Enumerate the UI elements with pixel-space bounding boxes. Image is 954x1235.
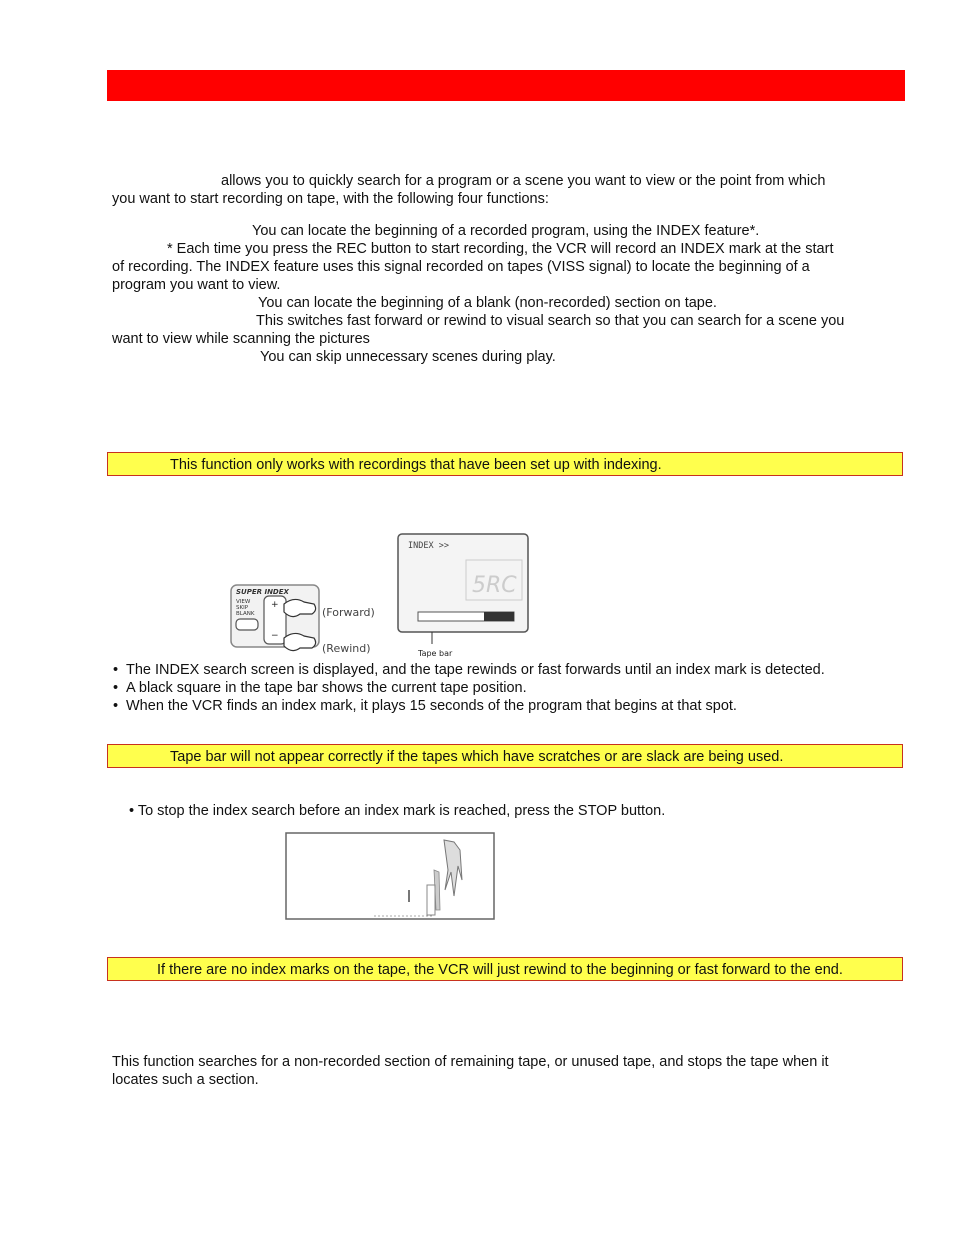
screen-title: INDEX >> bbox=[408, 541, 449, 551]
intro-line-1: allows you to quickly search for a program or a scene you want to view or the point from which bbox=[221, 173, 826, 189]
rewind-label: (Rewind) bbox=[322, 642, 371, 655]
blank-search-line-1: This function searches for a non-recorded section of remaining tape, or unused tape, and stops the tape when it bbox=[112, 1054, 829, 1070]
panel-title: SUPER INDEX bbox=[236, 588, 289, 596]
skip-function-text: You can skip unnecessary scenes during play. bbox=[260, 349, 556, 365]
minus-label: − bbox=[271, 631, 279, 641]
plus-label: + bbox=[271, 600, 279, 610]
view-function-line-2: want to view while scanning the pictures bbox=[112, 331, 370, 347]
footnote-line-1: * Each time you press the REC button to start recording, the VCR will record an INDEX mark at the start bbox=[167, 241, 834, 257]
note-box-indexing bbox=[107, 452, 903, 476]
tape-bar-label: Tape bar bbox=[418, 649, 453, 658]
view-skip-blank-button[interactable] bbox=[236, 619, 258, 630]
note-box-tape-bar bbox=[107, 744, 903, 768]
footnote-line-2: of recording. The INDEX feature uses this signal recorded on tapes (VISS signal) to locate the beginning of a bbox=[112, 259, 810, 275]
blank-search-line-2: locates such a section. bbox=[112, 1072, 259, 1088]
note-text: If there are no index marks on the tape, the VCR will just rewind to the beginning or fast forward to the end. bbox=[157, 962, 843, 978]
index-function-text: You can locate the beginning of a recorded program, using the INDEX feature*. bbox=[252, 223, 760, 239]
footnote-line-3: program you want to view. bbox=[112, 277, 281, 293]
note-box-no-index bbox=[107, 957, 903, 981]
super-index-panel-illustration bbox=[228, 582, 388, 660]
forward-label: (Forward) bbox=[322, 606, 375, 619]
note-text: This function only works with recordings that have been set up with indexing. bbox=[170, 457, 662, 473]
section-header-bar bbox=[107, 70, 905, 101]
blank-function-text: You can locate the beginning of a blank (non-recorded) section on tape. bbox=[258, 295, 717, 311]
view-function-line-1: This switches fast forward or rewind to visual search so that you can search for a scene you bbox=[256, 313, 845, 329]
note-text: Tape bar will not appear correctly if the tapes which have scratches or are slack are being used. bbox=[170, 749, 784, 765]
intro-line-2: you want to start recording on tape, with the following four functions: bbox=[112, 191, 549, 207]
screen-digits: 5RC bbox=[472, 573, 517, 598]
panel-label-view: VIEW bbox=[236, 599, 251, 605]
index-screen-illustration bbox=[396, 532, 532, 660]
stop-instruction: • To stop the index search before an index mark is reached, press the STOP button. bbox=[129, 803, 666, 819]
bullet-item: • The INDEX search screen is displayed, and the tape rewinds or fast forwards until an index mark is detected. bbox=[113, 662, 825, 678]
stop-screen-illustration bbox=[284, 830, 498, 922]
panel-label-blank: BLANK bbox=[236, 611, 255, 617]
bullet-item: • A black square in the tape bar shows the current tape position. bbox=[113, 680, 527, 696]
bullet-item: • When the VCR finds an index mark, it plays 15 seconds of the program that begins at that spot. bbox=[113, 698, 737, 714]
panel-label-skip: SKIP bbox=[236, 605, 249, 611]
tape-position-marker bbox=[484, 612, 514, 621]
